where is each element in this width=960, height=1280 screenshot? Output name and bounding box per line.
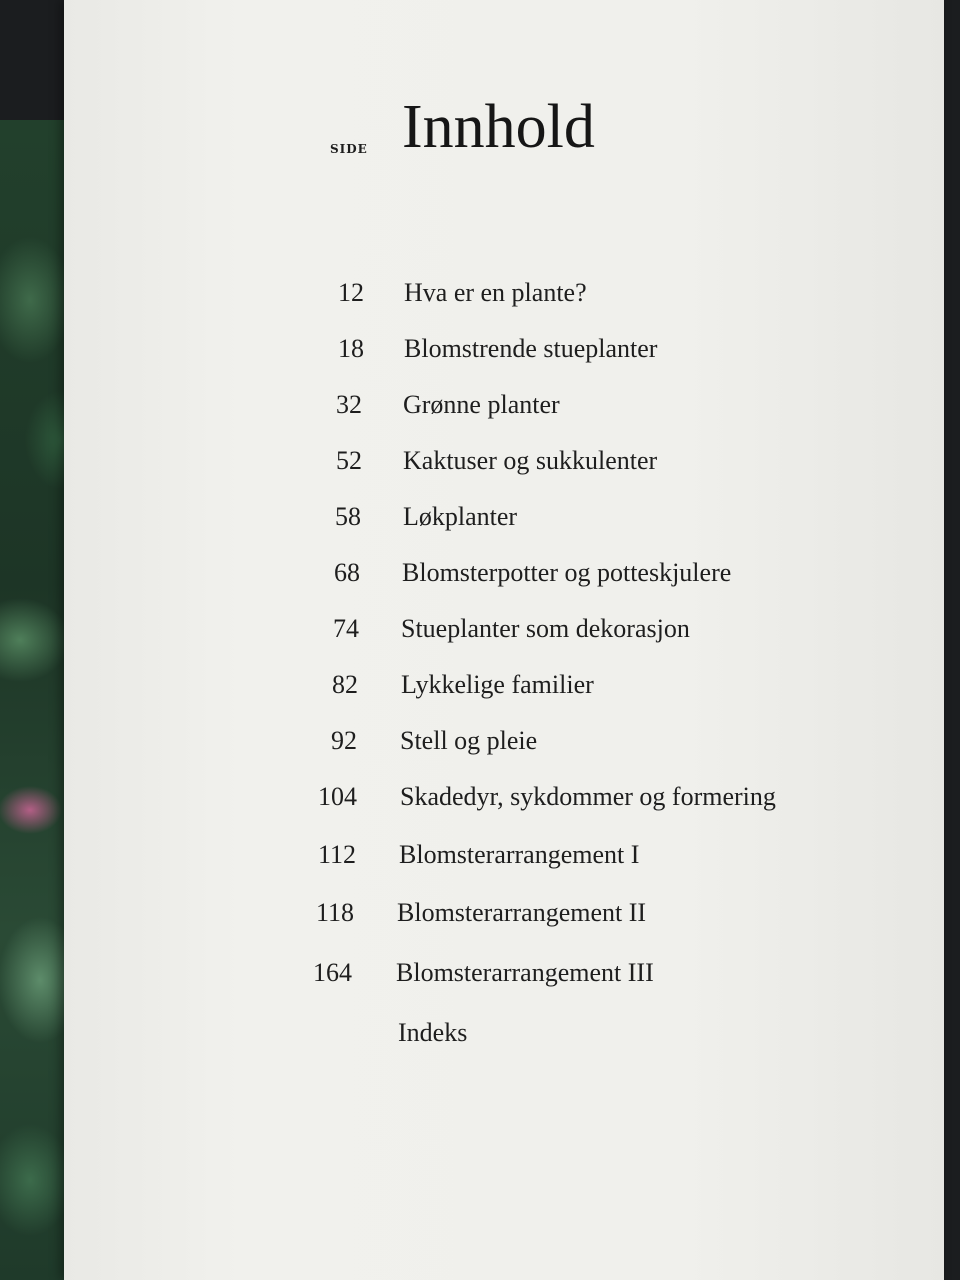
toc-page-number: 118 xyxy=(315,898,354,927)
toc-entry xyxy=(304,496,904,552)
toc-page-number: 52 xyxy=(336,446,362,475)
toc-entry xyxy=(304,1012,904,1068)
toc-page-number: 12 xyxy=(338,278,364,307)
toc-page-number: 32 xyxy=(336,390,362,419)
toc-entry-title: Blomsterarrangement I xyxy=(399,840,640,869)
toc-entry xyxy=(304,328,904,384)
toc-entry-title: Skadedyr, sykdommer og formering xyxy=(400,782,776,811)
toc-entry xyxy=(304,664,904,720)
toc-entry-title: Lykkelige familier xyxy=(401,670,594,699)
toc-page-number: 92 xyxy=(331,726,357,755)
toc-entry xyxy=(304,892,904,952)
toc-entry-title: Blomsterarrangement II xyxy=(397,898,647,927)
toc-page-number: 18 xyxy=(338,334,364,363)
toc-entry-title: Stueplanter som dekorasjon xyxy=(401,614,690,643)
toc-page-number: 164 xyxy=(313,958,352,987)
toc-entry-title: Blomstrende stueplanter xyxy=(404,334,658,363)
toc-entry xyxy=(304,440,904,496)
page-title: Innhold xyxy=(402,93,595,161)
toc-entry-title: Løkplanter xyxy=(403,502,518,531)
book-page xyxy=(64,0,944,1280)
toc-page-number: 68 xyxy=(334,558,360,587)
toc-list xyxy=(304,272,904,1068)
toc-entry xyxy=(304,834,904,892)
toc-entry xyxy=(304,384,904,440)
toc-entry xyxy=(304,952,904,1012)
side-label: SIDE xyxy=(330,142,368,156)
toc-page-number: 74 xyxy=(333,614,359,643)
toc-entry-title: Hva er en plante? xyxy=(404,278,587,307)
toc-entry-title: Kaktuser og sukkulenter xyxy=(403,446,658,475)
toc-page-number: 82 xyxy=(332,670,358,699)
toc-page-number: 104 xyxy=(318,782,357,811)
toc-entry-title: Grønne planter xyxy=(403,390,560,419)
toc-entry-title: Indeks xyxy=(398,1018,468,1047)
toc-entry xyxy=(304,720,904,776)
toc-entry xyxy=(304,608,904,664)
toc-entry-title: Blomsterpotter og potteskjulere xyxy=(402,558,732,587)
toc-page-number: 58 xyxy=(335,502,361,531)
toc-entry xyxy=(304,776,904,834)
toc-entry xyxy=(304,552,904,608)
toc-entry-title: Stell og pleie xyxy=(400,726,538,755)
toc-entry xyxy=(304,272,904,328)
toc-page-number: 112 xyxy=(317,840,356,869)
toc-entry-title: Blomsterarrangement III xyxy=(396,958,654,987)
